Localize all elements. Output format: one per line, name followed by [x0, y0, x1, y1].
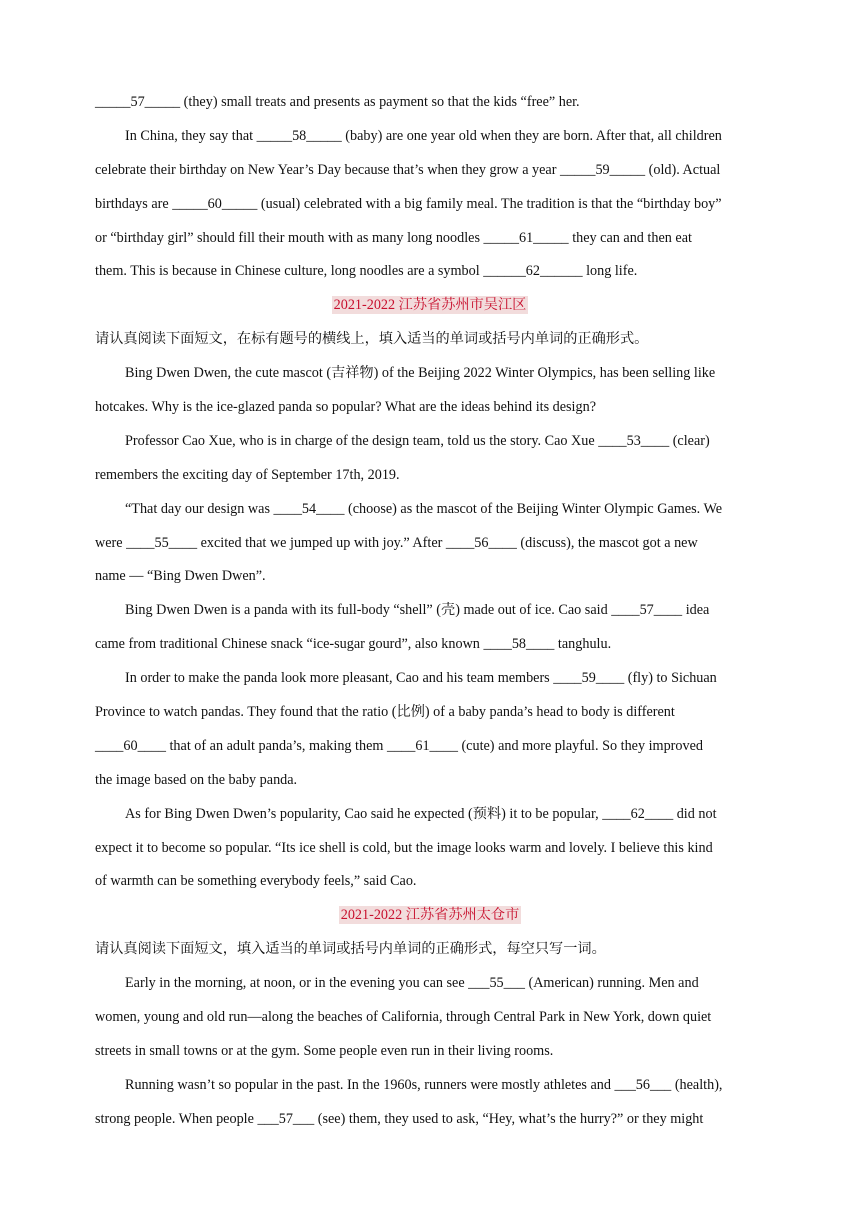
text-line: birthdays are _____60_____ (usual) celebrated with a big family meal. The tradition is that the “birthday boy” — [95, 195, 722, 212]
text-line: _____57_____ (they) small treats and presents as payment so that the kids “free” her. — [95, 94, 580, 110]
text-line: name — “Bing Dwen Dwen”. — [95, 568, 266, 585]
text-line: them. This is because in Chinese culture, long noodles are a symbol ______62______ long life. — [95, 263, 638, 280]
section-heading-taicang — [95, 899, 765, 933]
paragraph-start: Early in the morning, at noon, or in the evening you can see ___55___ (American) running. Men and — [125, 975, 699, 992]
text-line: strong people. When people ___57___ (see) them, they used to ask, “Hey, what’s the hurry?” or they might — [95, 1110, 704, 1127]
paragraph-start: Bing Dwen Dwen is a panda with its full-body “shell” (壳) made out of ice. Cao said ____57____ idea — [125, 602, 710, 619]
section-heading-label: 2021-2022 江苏省苏州市吴江区 — [333, 297, 527, 314]
paragraph-start: Bing Dwen Dwen, the cute mascot (吉祥物) of the Beijing 2022 Winter Olympics, has been selling like — [125, 365, 716, 382]
text-line: hotcakes. Why is the ice-glazed panda so popular? What are the ideas behind its design? — [95, 399, 596, 416]
paragraph-start: “That day our design was ____54____ (choose) as the mascot of the Beijing Winter Olympic Games. We — [125, 500, 723, 517]
text-line: were ____55____ excited that we jumped up with joy.” After ____56____ (discuss), the mascot got a new — [95, 534, 698, 551]
text-line: expect it to become so popular. “Its ice shell is cold, but the image looks warm and lovely. I believe this kind — [95, 839, 713, 856]
section-heading-wujiang — [95, 289, 765, 323]
text-line: came from traditional Chinese snack “ice-sugar gourd”, also known ____58____ tanghulu. — [95, 636, 612, 653]
paragraph-start: Professor Cao Xue, who is in charge of the design team, told us the story. Cao Xue ____53____ (clear) — [125, 432, 710, 449]
text-line: celebrate their birthday on New Year’s Day because that’s when they grow a year _____59_____ (old). Actual — [95, 161, 721, 178]
text-line: the image based on the baby panda. — [95, 771, 298, 788]
instruction-line: 请认真阅读下面短文，填入适当的单词或括号内单词的正确形式，每空只写一词。 — [95, 941, 606, 958]
text-line: streets in small towns or at the gym. Some people even run in their living rooms. — [95, 1042, 554, 1059]
text-line: Province to watch pandas. They found that the ratio (比例) of a baby panda’s head to body is different — [95, 704, 675, 721]
text-line: ____60____ that of an adult panda’s, making them ____61____ (cute) and more playful. So they improved — [95, 737, 703, 754]
text-line: or “birthday girl” should fill their mouth with as many long noodles _____61_____ they can and then eat — [95, 229, 692, 246]
text-line: women, young and old run—along the beaches of California, through Central Park in New York, down quiet — [95, 1009, 712, 1026]
instruction-line: 请认真阅读下面短文，在标有题号的横线上，填入适当的单词或括号内单词的正确形式。 — [95, 331, 649, 348]
text-line: remembers the exciting day of September 17th, 2019. — [95, 466, 400, 483]
document-page — [95, 86, 765, 1137]
paragraph-start: In order to make the panda look more pleasant, Cao and his team members ____59____ (fly) to Sichuan — [125, 670, 717, 687]
paragraph-start: As for Bing Dwen Dwen’s popularity, Cao said he expected (预料) it to be popular, ____62____ did not — [125, 805, 717, 822]
paragraph-start: Running wasn’t so popular in the past. In the 1960s, runners were mostly athletes and ___56___ (health), — [125, 1076, 723, 1093]
section-heading-label: 2021-2022 江苏省苏州太仓市 — [340, 907, 520, 924]
text-line: of warmth can be something everybody feels,” said Cao. — [95, 873, 417, 890]
paragraph-start: In China, they say that _____58_____ (baby) are one year old when they are born. After that, all children — [125, 127, 722, 144]
